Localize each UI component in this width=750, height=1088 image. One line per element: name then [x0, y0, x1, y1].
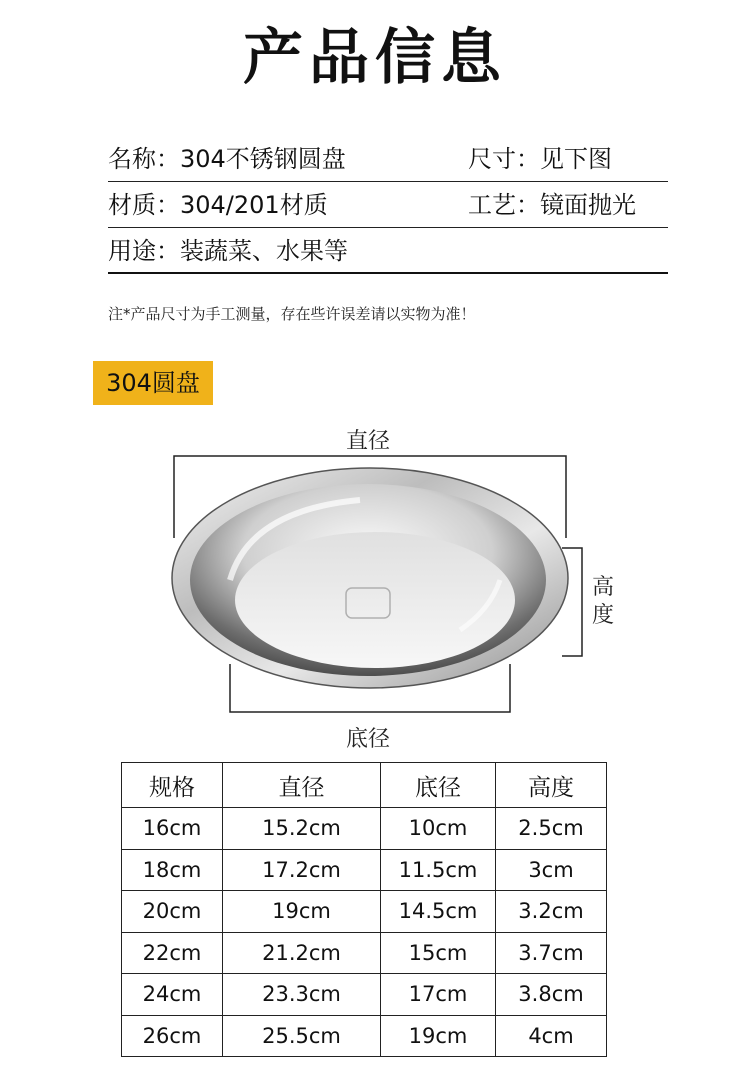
table-cell: 23.3cm [223, 974, 381, 1016]
table-row [122, 932, 607, 974]
base-diameter-label: 底径 [346, 727, 391, 752]
info-row [108, 182, 668, 228]
table-cell: 2.5cm [496, 808, 607, 850]
table-cell: 22cm [122, 932, 223, 974]
info-row [108, 136, 668, 182]
table-cell: 24cm [122, 974, 223, 1016]
header-cell: 高度 [496, 763, 607, 808]
table-cell: 18cm [122, 849, 223, 891]
spec-table [121, 762, 607, 1057]
table-cell: 17cm [381, 974, 496, 1016]
table-cell: 19cm [381, 1015, 496, 1057]
table-row [122, 974, 607, 1016]
table-cell: 15cm [381, 932, 496, 974]
table-cell: 4cm [496, 1015, 607, 1057]
table-cell: 17.2cm [223, 849, 381, 891]
table-row [122, 808, 607, 850]
info-size: 尺寸：见下图 [468, 145, 612, 173]
measurement-note: 注*产品尺寸为手工测量，存在些许误差请以实物为准！ [108, 305, 476, 323]
table-cell: 3.7cm [496, 932, 607, 974]
header-cell: 直径 [223, 763, 381, 808]
table-cell: 25.5cm [223, 1015, 381, 1057]
header-cell: 底径 [381, 763, 496, 808]
table-header-row [122, 763, 607, 808]
page-title: 产品信息 [243, 23, 507, 93]
plate-image [160, 440, 600, 730]
info-material: 材质：304/201材质 [108, 191, 328, 219]
table-cell: 21.2cm [223, 932, 381, 974]
diameter-label: 直径 [346, 429, 391, 454]
table-cell: 15.2cm [223, 808, 381, 850]
product-badge: 304圆盘 [93, 361, 213, 405]
table-row [122, 1015, 607, 1057]
info-usage: 用途：装蔬菜、水果等 [108, 237, 348, 265]
table-cell: 11.5cm [381, 849, 496, 891]
table-cell: 20cm [122, 891, 223, 933]
table-cell: 19cm [223, 891, 381, 933]
table-cell: 3cm [496, 849, 607, 891]
table-cell: 3.2cm [496, 891, 607, 933]
table-row [122, 891, 607, 933]
table-cell: 10cm [381, 808, 496, 850]
table-row [122, 849, 607, 891]
table-cell: 14.5cm [381, 891, 496, 933]
table-cell: 26cm [122, 1015, 223, 1057]
table-cell: 16cm [122, 808, 223, 850]
info-row [108, 228, 668, 274]
header-cell: 规格 [122, 763, 223, 808]
table-cell: 3.8cm [496, 974, 607, 1016]
height-label: 高度 [592, 575, 615, 628]
info-craft: 工艺：镜面抛光 [468, 191, 636, 219]
info-name: 名称：304不锈钢圆盘 [108, 145, 346, 173]
